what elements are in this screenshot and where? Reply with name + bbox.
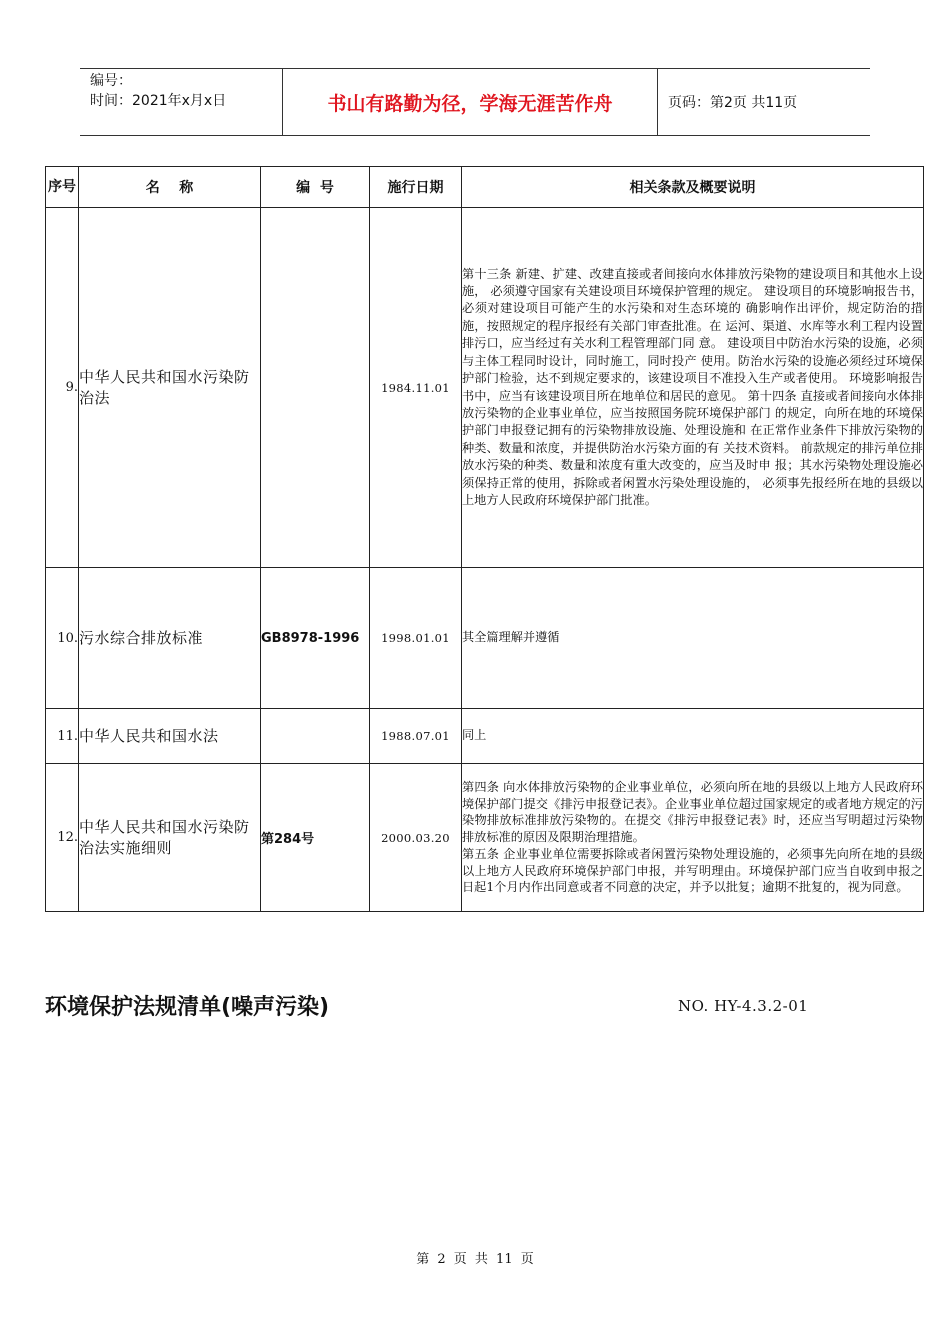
header-time-label: 时间：2021年x月x日 (90, 93, 227, 109)
header-page-info: 页码：第2页 共11页 (668, 95, 798, 111)
row-code (261, 709, 370, 764)
table-row (46, 568, 924, 709)
row-code: 第284号 (261, 764, 370, 912)
col-header-date: 施行日期 (370, 167, 462, 208)
regulations-table (45, 166, 924, 912)
row-name: 中华人民共和国水污染防治法实施细则 (79, 764, 261, 912)
row-no: 12. (46, 764, 79, 912)
row-code (261, 208, 370, 568)
table-header-row (46, 167, 924, 208)
row-name: 中华人民共和国水污染防治法 (79, 208, 261, 568)
row-no: 10. (46, 568, 79, 709)
row-desc (462, 764, 924, 912)
row-no: 11. (46, 709, 79, 764)
row-name: 污水综合排放标准 (79, 568, 261, 709)
table-row (46, 208, 924, 568)
row-desc: 其全篇理解并遵循 (462, 568, 924, 709)
header-motto: 书山有路勤为径，学海无涯苦作舟 (282, 69, 658, 135)
table-row (46, 764, 924, 912)
desc-paragraph: 第五条 企业事业单位需要拆除或者闲置污染物处理设施的，必须事先向所在地的县级以上地方人民政府环境保护部门申报，并写明理由。环境保护部门应当自收到申报之日起1个月内作出同意或者不同意的决定，并予以批复；逾期不批复的，视为同意。 (462, 846, 923, 895)
section-title: 环境保护法规清单(噪声污染) (45, 995, 330, 1020)
row-desc: 第十三条 新建、扩建、改建直接或者间接向水体排放污染物的建设项目和其他水上设施， 必须遵守国家有关建设项目环境保护管理的规定。 建设项目的环境影响报告书，必须对建设项目可能产生的水污染和对生态环境的 确影响作出评价，规定防治的措施，按照规定的程序报经有关部门审查批准。在 运河、渠道、水库等水利工程内设置排污口，应当经过有关水利工程管理部门同 意。 建设项目中防治水污染的设施，必须与主体工程同时设计，同时施工，同时投产 使用。防治水污染的设施必须经过环境保护部门检验，达不到规定要求的，该建设项目不准投入生产或者使用。 环境影响报告书中，应当有该建设项目所在地单位和居民的意见。 第十四条 直接或者间接向水体排放污染物的企业事业单位，应当按照国务院环境保护部门 的规定，向所在地的环境保护部门申报登记拥有的污染物排放设施、处理设施和 在正常作业条件下排放污染物的种类、数量和浓度，并提供防治水污染方面的有 关技术资料。 前款规定的排污单位排放水污染的种类、数量和浓度有重大改变的，应当及时申 报；其水污染物处理设施必须保持正常的使用，拆除或者闲置水污染处理设施的， 必须事先报经所在地的县级以上地方人民政府环境保护部门批准。 (462, 208, 924, 568)
row-no: 9. (46, 208, 79, 568)
table-row (46, 709, 924, 764)
row-date: 1988.07.01 (370, 709, 462, 764)
col-header-desc: 相关条款及概要说明 (462, 167, 924, 208)
header-number-label: 编号： (90, 73, 132, 89)
page-header (80, 68, 870, 136)
col-header-no: 序号 (46, 167, 79, 208)
row-desc: 同上 (462, 709, 924, 764)
desc-paragraph: 第四条 向水体排放污染物的企业事业单位，必须向所在地的县级以上地方人民政府环境保护部门提交《排污申报登记表》。企业事业单位超过国家规定的或者地方规定的污染物排放标准排放污染物的。在提交《排污申报登记表》时，还应当写明超过污染物排放标准的原因及限期治理措施。 (462, 779, 923, 845)
page-footer: 第 2 页 共 11 页 (416, 1252, 534, 1267)
row-date: 2000.03.20 (370, 764, 462, 912)
row-date: 1998.01.01 (370, 568, 462, 709)
col-header-name: 名 称 (79, 167, 261, 208)
col-header-code: 编 号 (261, 167, 370, 208)
row-date: 1984.11.01 (370, 208, 462, 568)
row-code: GB8978-1996 (261, 568, 370, 709)
row-name: 中华人民共和国水法 (79, 709, 261, 764)
section-doc-number: NO. HY-4.3.2-01 (678, 997, 809, 1015)
header-meta (80, 69, 282, 135)
